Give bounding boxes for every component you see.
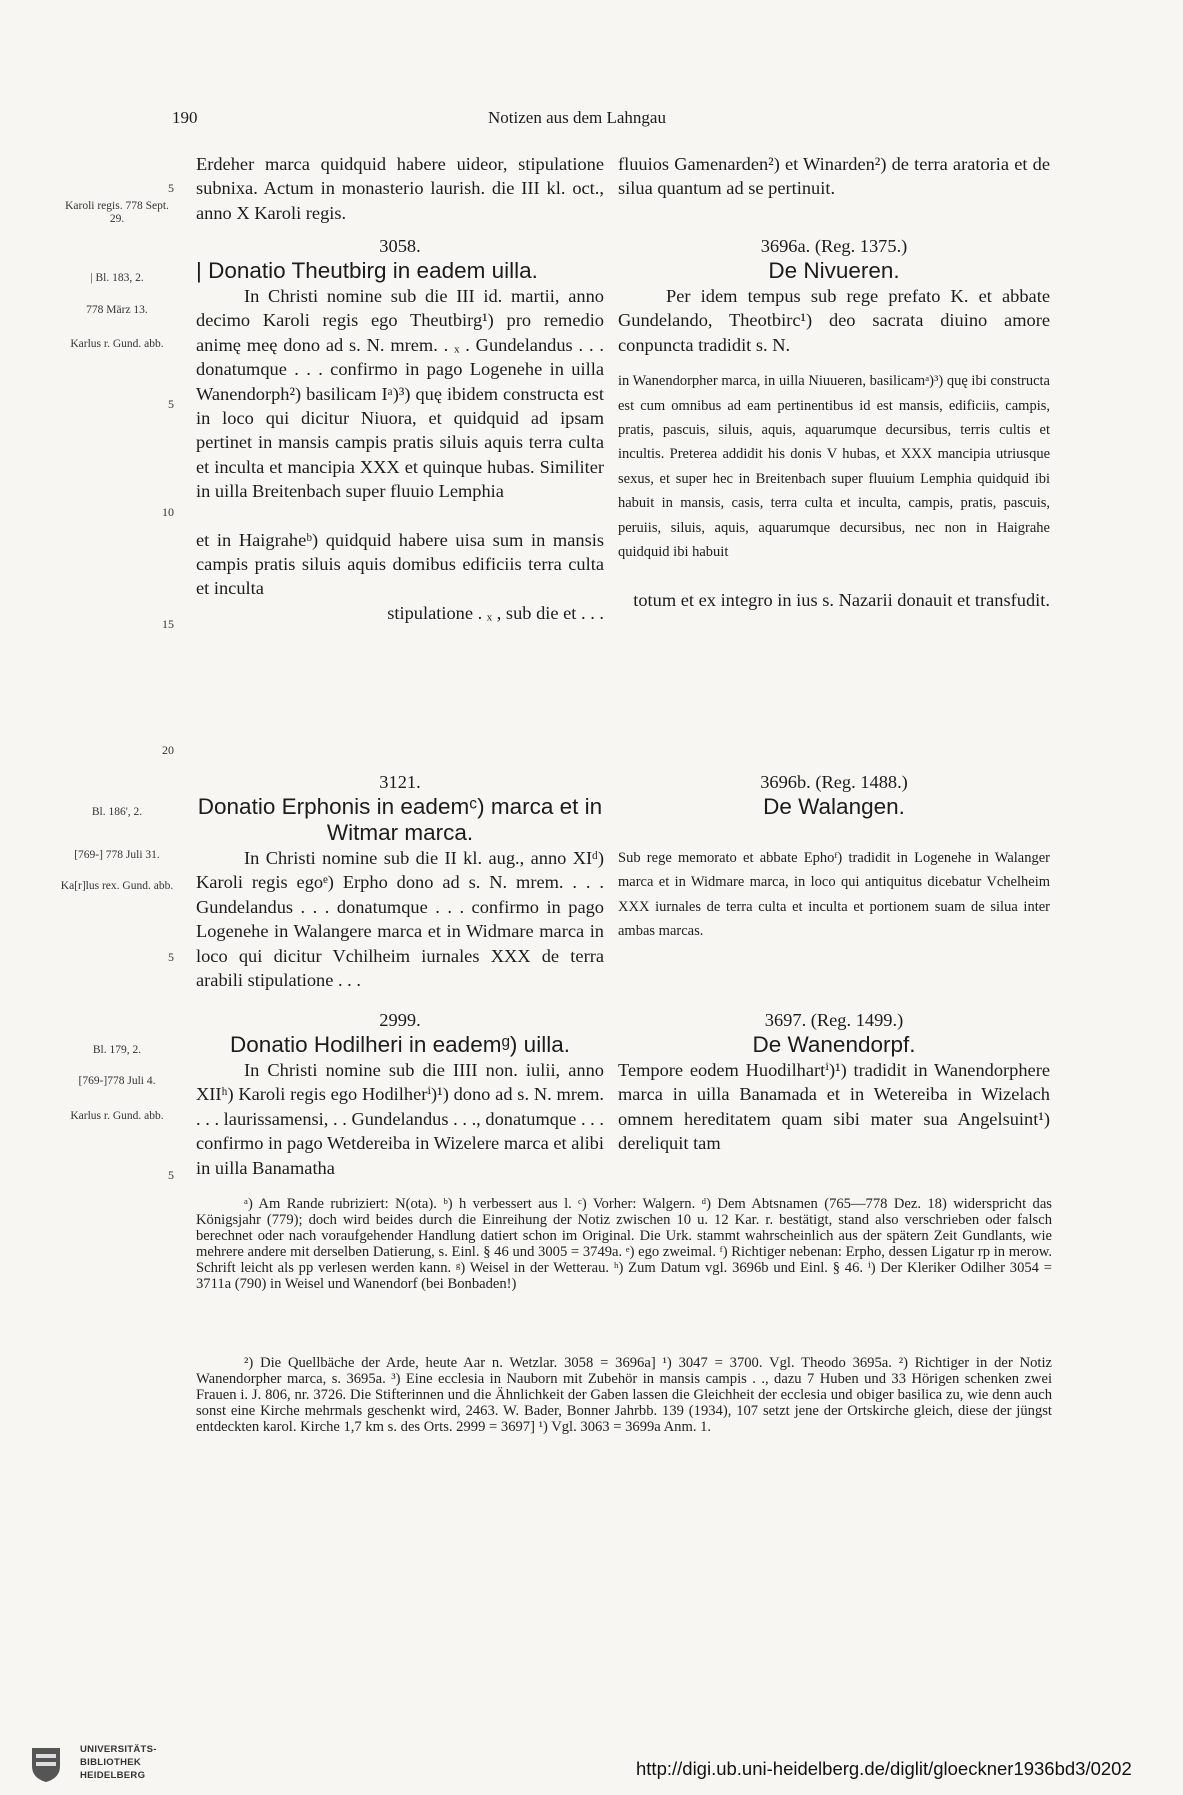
- entry-3058: [196, 234, 604, 625]
- footnote-text: ²) Die Quellbäche der Arde, heute Aar n. Wetzlar. 3058 = 3696a] ¹) 3047 = 3700. Vgl. Theodo 3695a. ²) Richtiger in der Notiz Wanendorpher marca, s. 3695a. ³) Eine ecclesia in Nauborn mit Zubehör in mansis campis . ., dazu 7 Huben und 33 Hörigen schenken zwei Frauen i. J. 806, nr. 3726. Die Stifterinnen und die Ähnlichkeit der Gaben lassen die Gleichheit der ecclesia und obiger basilica zu, wie denn auch sonst eine Kirche mehrmals geschenkt wird, 2463. W. Bader, Bonner Jahrbb. 139 (1934), 107 setzt jene der Ortskirche gleich, diese der jüngst entdeckten karol. Kirche 1,7 km s. des Orts. 2999 = 3697] ¹) Vgl. 3063 = 3699a Anm. 1.: [196, 1355, 1052, 1436]
- entry-body: Sub rege memorato et abbate Ephoᶠ) tradidit in Logenehe in Walanger marca et in Widmare marca, in loco qui antiquitus dicebatur Vchelheim XXX iurnales de terra culta et inculta et portionem suam de silua inter ambas marcas.: [618, 850, 1050, 940]
- entry-number: 3697. (Reg. 1499.): [764, 1010, 904, 1030]
- entry-title: De Walangen.: [763, 794, 905, 819]
- entry-title: Donatio Erphonis in eademᶜ) marca et in Witmar marca.: [197, 794, 603, 845]
- line-number: 5: [168, 950, 174, 964]
- entry-title: De Nivueren.: [768, 258, 900, 283]
- line-number: 15: [162, 617, 174, 631]
- entry-3696b: [618, 770, 1050, 944]
- entry-body: In Christi nomine sub die III id. martii, anno decimo Karoli regis ego Theutbirg¹) pro remedio animę meę dono ad s. N. mrem. . ₓ . Gundelandus . . . donatumque . . . confirmo in pago Logenehe in uilla Wanendorph²) basilicam Iᵃ)³) quę ibidem constructa est in loco qui dicitur Niuora, et quidquid ad ipsam pertinet in mansis campis pratis siluis aquis terra culta et inculta et mancipia XXX et quinque hubas. Similiter in uilla Breitenbach super fluuio Lemphia: [196, 286, 604, 502]
- entry-2999: [196, 1008, 604, 1180]
- entry-3696a: [618, 234, 1050, 613]
- running-title: Notizen aus dem Lahngau: [488, 108, 666, 127]
- margin-note-date: [769-] 778 Juli 31.: [74, 849, 160, 861]
- margin-note-ref: Karlus r. Gund. abb.: [70, 1110, 164, 1122]
- entry-number: 3696b. (Reg. 1488.): [760, 772, 908, 792]
- entry-number: 3121.: [379, 772, 421, 792]
- entry-number: 3058.: [379, 236, 421, 256]
- margin-note-ref: Karlus r. Gund. abb.: [70, 338, 164, 350]
- source-url-link[interactable]: http://digi.ub.uni-heidelberg.de/diglit/gloeckner1936bd3/0202: [636, 1758, 1132, 1779]
- right-column-top: [618, 152, 1050, 201]
- entry-3697: [618, 1008, 1050, 1156]
- continuation-text: Erdeher marca quidquid habere uideor, stipulatione subnixa. Actum in monasterio laurish. die III kl. oct., anno X Karoli regis.: [196, 154, 604, 223]
- logo-line: HEIDELBERG: [80, 1770, 146, 1781]
- entry-body: Tempore eodem Huodilhartⁱ)¹) tradidit in Wanendorphere marca in uilla Banamada et in Wetereiba in Wizelach omnem hereditatem quam sibi mater sua Angelsuint¹) dereliquit tam: [618, 1060, 1050, 1154]
- entry-body: totum et ex integro in ius s. Nazarii donauit et transfudit.: [633, 590, 1050, 611]
- entry-body: In Christi nomine sub die IIII non. iulii, anno XIIʰ) Karoli regis ego Hodilherⁱ)¹) dono ad s. N. mrem. . . . laurissamensi, . . Gundelandus . . ., donatumque . . . confirmo in pago Wetdereiba in Wizelere marca et alibi in uilla Banamatha: [196, 1060, 604, 1178]
- margin-note-date: 778 März 13.: [86, 304, 148, 316]
- line-number: 5: [168, 397, 174, 411]
- continuation-text: fluuios Gamenarden²) et Winarden²) de terra aratoria et de silua quantum ad se pertinuit.: [618, 154, 1050, 199]
- page-header: [0, 108, 1183, 134]
- left-column-top: [196, 152, 604, 225]
- footnote-text: ᵃ) Am Rande rubriziert: N(ota). ᵇ) h verbessert aus l. ᶜ) Vorher: Walgern. ᵈ) Dem Abtsnamen (765—778 Dez. 18) widerspricht das Königsjahr (779); doch wird beides durch die Einreihung der Notiz zwischen 10 u. 12 Kar. r. bestätigt, stand also verschrieben oder falsch berechnet oder nach voraufgehender Handlung datiert schon im Original. Die Urk. stammt wahrscheinlich aus der spätern Zeit Gundlants, wie mehrere andere mit derselben Datierung, s. Einl. § 46 und 3005 = 3749a. ᵉ) ego zweimal. ᶠ) Richtiger nebenan: Erpho, dessen Ligatur rp in merow. Schrift leicht als pp verlesen werden kann. ᵍ) Weisel in der Wetterau. ʰ) Zum Datum vgl. 3696b und Einl. § 46. ⁱ) Der Kleriker Odilher 3054 = 3711a (790) in Weisel und Wanendorf (bei Bonbaden!): [196, 1196, 1052, 1293]
- line-number: 5: [168, 181, 174, 195]
- line-number: 10: [162, 505, 174, 519]
- entry-number: 2999.: [379, 1010, 421, 1030]
- university-seal-icon: [26, 1744, 66, 1784]
- entry-title: Donatio Hodilheri in eademᵍ) uilla.: [230, 1032, 570, 1057]
- entry-number: 3696a. (Reg. 1375.): [760, 236, 908, 256]
- margin-note-ref: | Bl. 183, 2.: [90, 272, 144, 284]
- entry-body: Per idem tempus sub rege prefato K. et abbate Gundelando, Theotbirc¹) deo sacrata diuino amore conpuncta tradidit s. N.: [618, 286, 1050, 355]
- margin-note-date: Karoli regis. 778 Sept. 29.: [65, 200, 169, 225]
- entry-title: De Wanendorpf.: [752, 1032, 916, 1057]
- footnotes-numbers: [196, 1355, 1052, 1435]
- logo-line: UNIVERSITÄTS-: [80, 1744, 157, 1755]
- entry-3121: [196, 770, 604, 992]
- entry-body: stipulatione . ₓ , sub die et . . .: [387, 602, 604, 623]
- line-number: 20: [162, 743, 174, 757]
- page-number: 190: [172, 108, 198, 127]
- library-logo: [16, 1740, 176, 1782]
- line-number: 5: [168, 1168, 174, 1182]
- entry-body: in Wanendorpher marca, in uilla Niuueren, basilicamᵃ)³) quę ibi constructa est cum omnibus ad eam pertinentibus id est mansis, edificiis, campis, pratis, pascuis, siluis, aquis, aquarumque decursibus, terris cultis et incultis. Preterea addidit his donis V hubas, et XXX mancipia utriusque sexus, et super hec in Breitenbach super fluuium Lemphia quidquid ibi habuit in mansis, casis, terra culta et inculta, campis, pratis, pascuis, peruiis, siluis, aquis, aquarumque decursibus, nec non in Haigrahe quidquid ibi habuit: [618, 373, 1050, 561]
- logo-line: BIBLIOTHEK: [80, 1757, 142, 1768]
- margin-note-ref: Bl. 179, 2.: [92, 1044, 142, 1056]
- margin-note-date: [769-]778 Juli 4.: [78, 1075, 156, 1087]
- entry-title: | Donatio Theutbirg in eadem uilla.: [196, 258, 538, 283]
- entry-body: et in Haigraheᵇ) quidquid habere uisa sum in mansis campis pratis siluis aquis domibus edificiis terra culta et inculta: [196, 529, 604, 599]
- entry-body: In Christi nomine sub die II kl. aug., anno XIᵈ) Karoli regis egoᵉ) Erpho dono ad s. N. mrem. . . . Gundelandus . . . donatumque . . . confirmo in pago Logenehe in Walangere marca et in Widmare marca in loco qui dicitur Vchilheim iurnales XXX de terra arabili stipulatione . . .: [196, 848, 604, 991]
- footnotes-letters: [196, 1196, 1052, 1293]
- margin-note-ref: Ka[r]lus rex. Gund. abb.: [60, 880, 174, 892]
- margin-note-ref: Bl. 186', 2.: [91, 806, 143, 818]
